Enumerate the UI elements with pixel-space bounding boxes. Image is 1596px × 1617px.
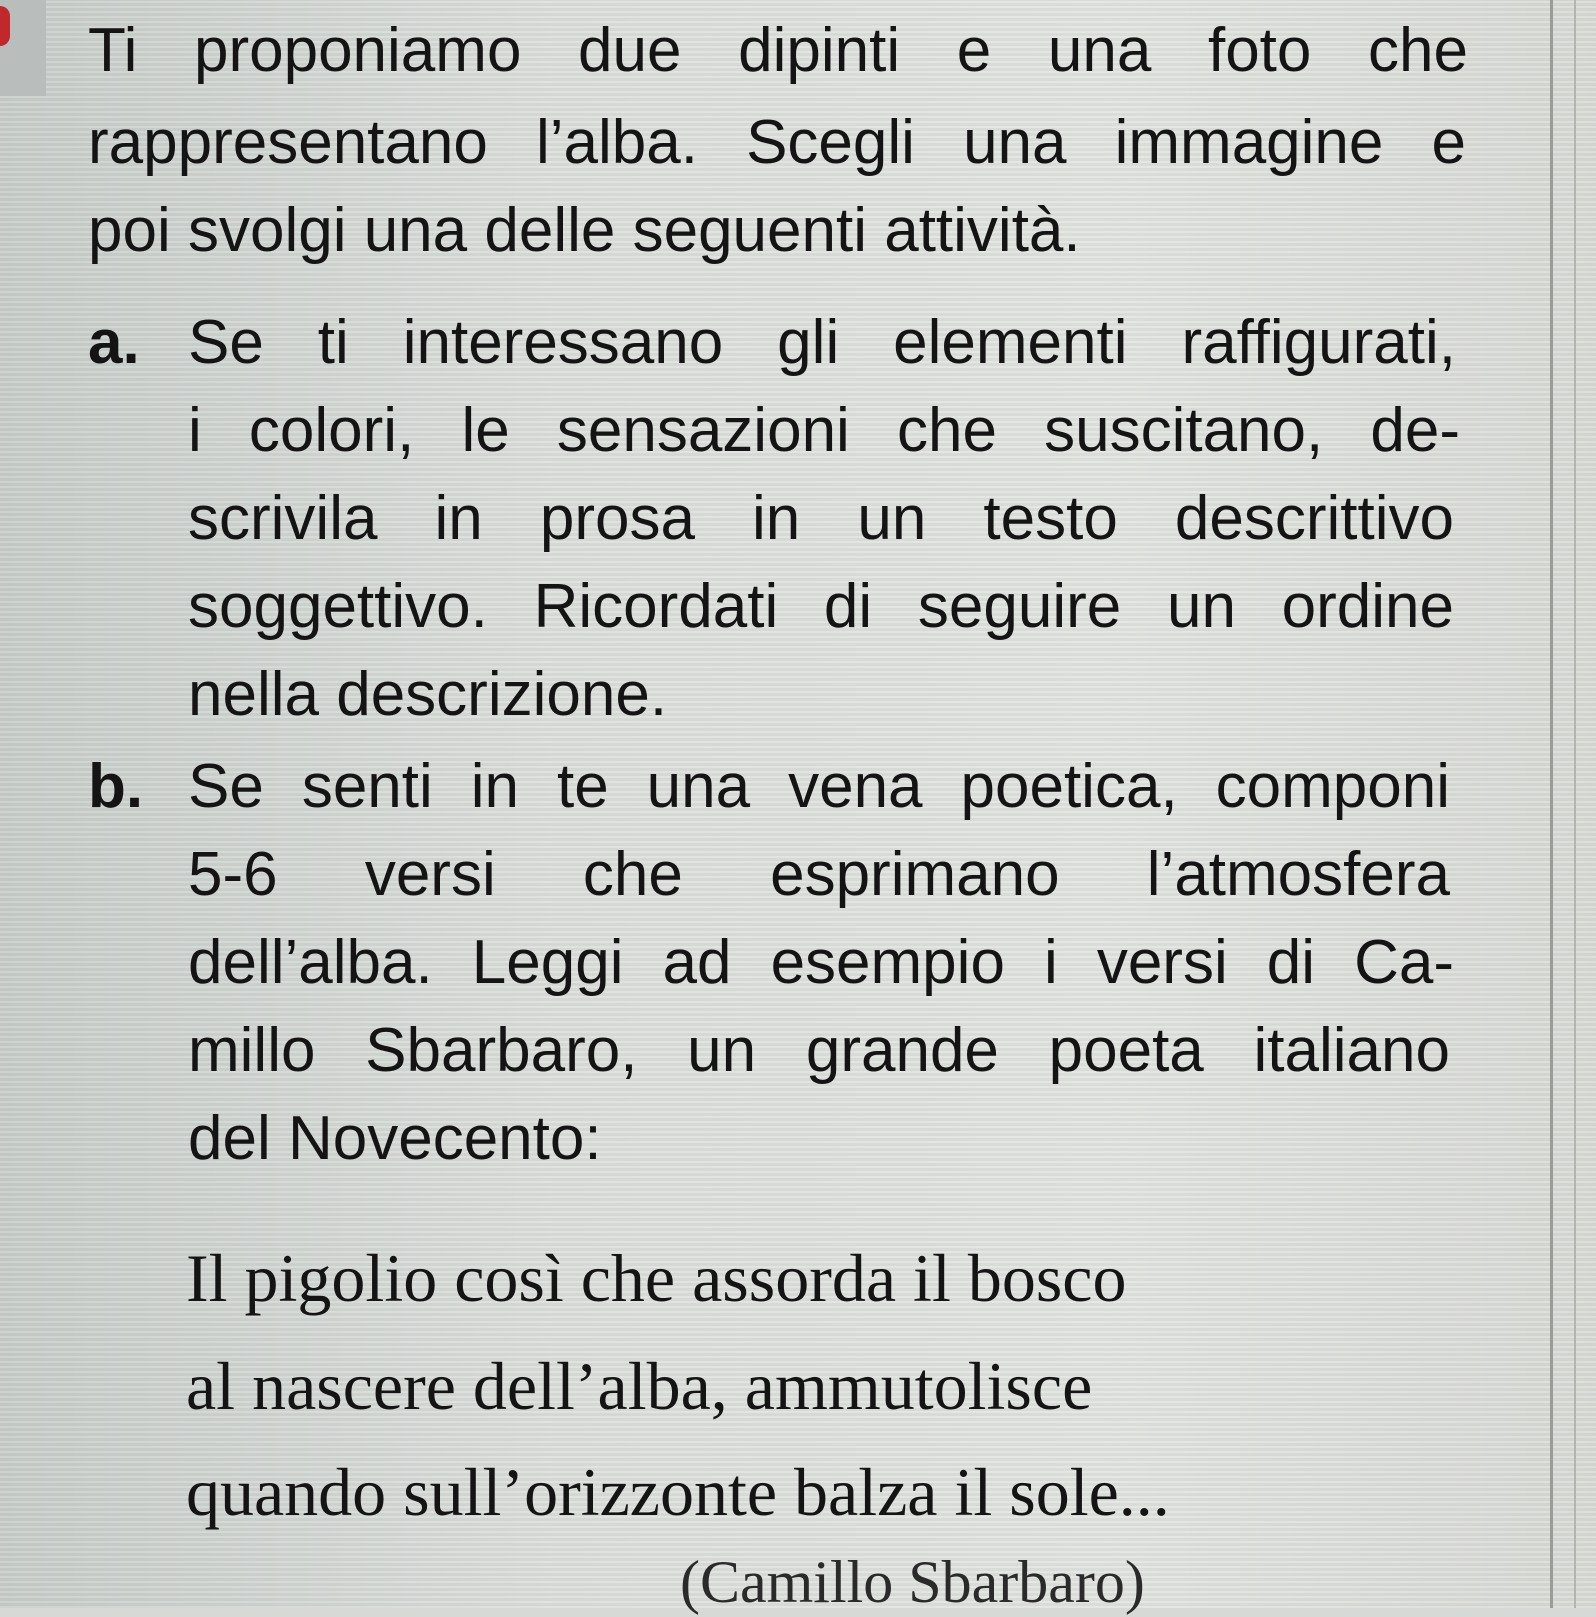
red-marker-dot [0,6,10,46]
cut-off-attribution [680,1549,1145,1615]
item-line: del Novecento: [188,1104,602,1173]
item-line: Se ti interessano gli elementi raffigurati, [188,308,1456,377]
item-line: nella descrizione. [188,660,668,729]
item-line: dell’alba. Leggi ad esempio i versi di Ca- [188,928,1454,997]
item-marker: b. [88,752,144,821]
intro-line: rappresentano l’alba. Scegli una immagine e [88,108,1466,177]
page-edge-rule [1574,0,1576,1608]
poem-line: quando sull’orizzonte balza il sole... [186,1454,1170,1530]
attribution-text: (Camillo Sbarbaro) [680,1549,1145,1615]
intro-line: poi svolgi una delle seguenti attività. [88,196,1081,265]
item-line: i colori, le sensazioni che suscitano, de- [188,396,1460,465]
intro-line: Ti proponiamo due dipinti e una foto che [88,16,1468,85]
poem-line: Il pigolio così che assorda il bosco [186,1240,1127,1316]
item-line: 5-6 versi che esprimano l’atmosfera [188,840,1450,909]
item-line: millo Sbarbaro, un grande poeta italiano [188,1016,1450,1085]
item-line: scrivila in prosa in un testo descrittivo [188,484,1454,553]
item-marker: a. [88,308,140,377]
margin-rule [1550,0,1553,1608]
item-line: Se senti in te una vena poetica, componi [188,752,1450,821]
poem-line: al nascere dell’alba, ammutolisce [186,1348,1093,1424]
item-line: soggettivo. Ricordati di seguire un ordine [188,572,1454,641]
